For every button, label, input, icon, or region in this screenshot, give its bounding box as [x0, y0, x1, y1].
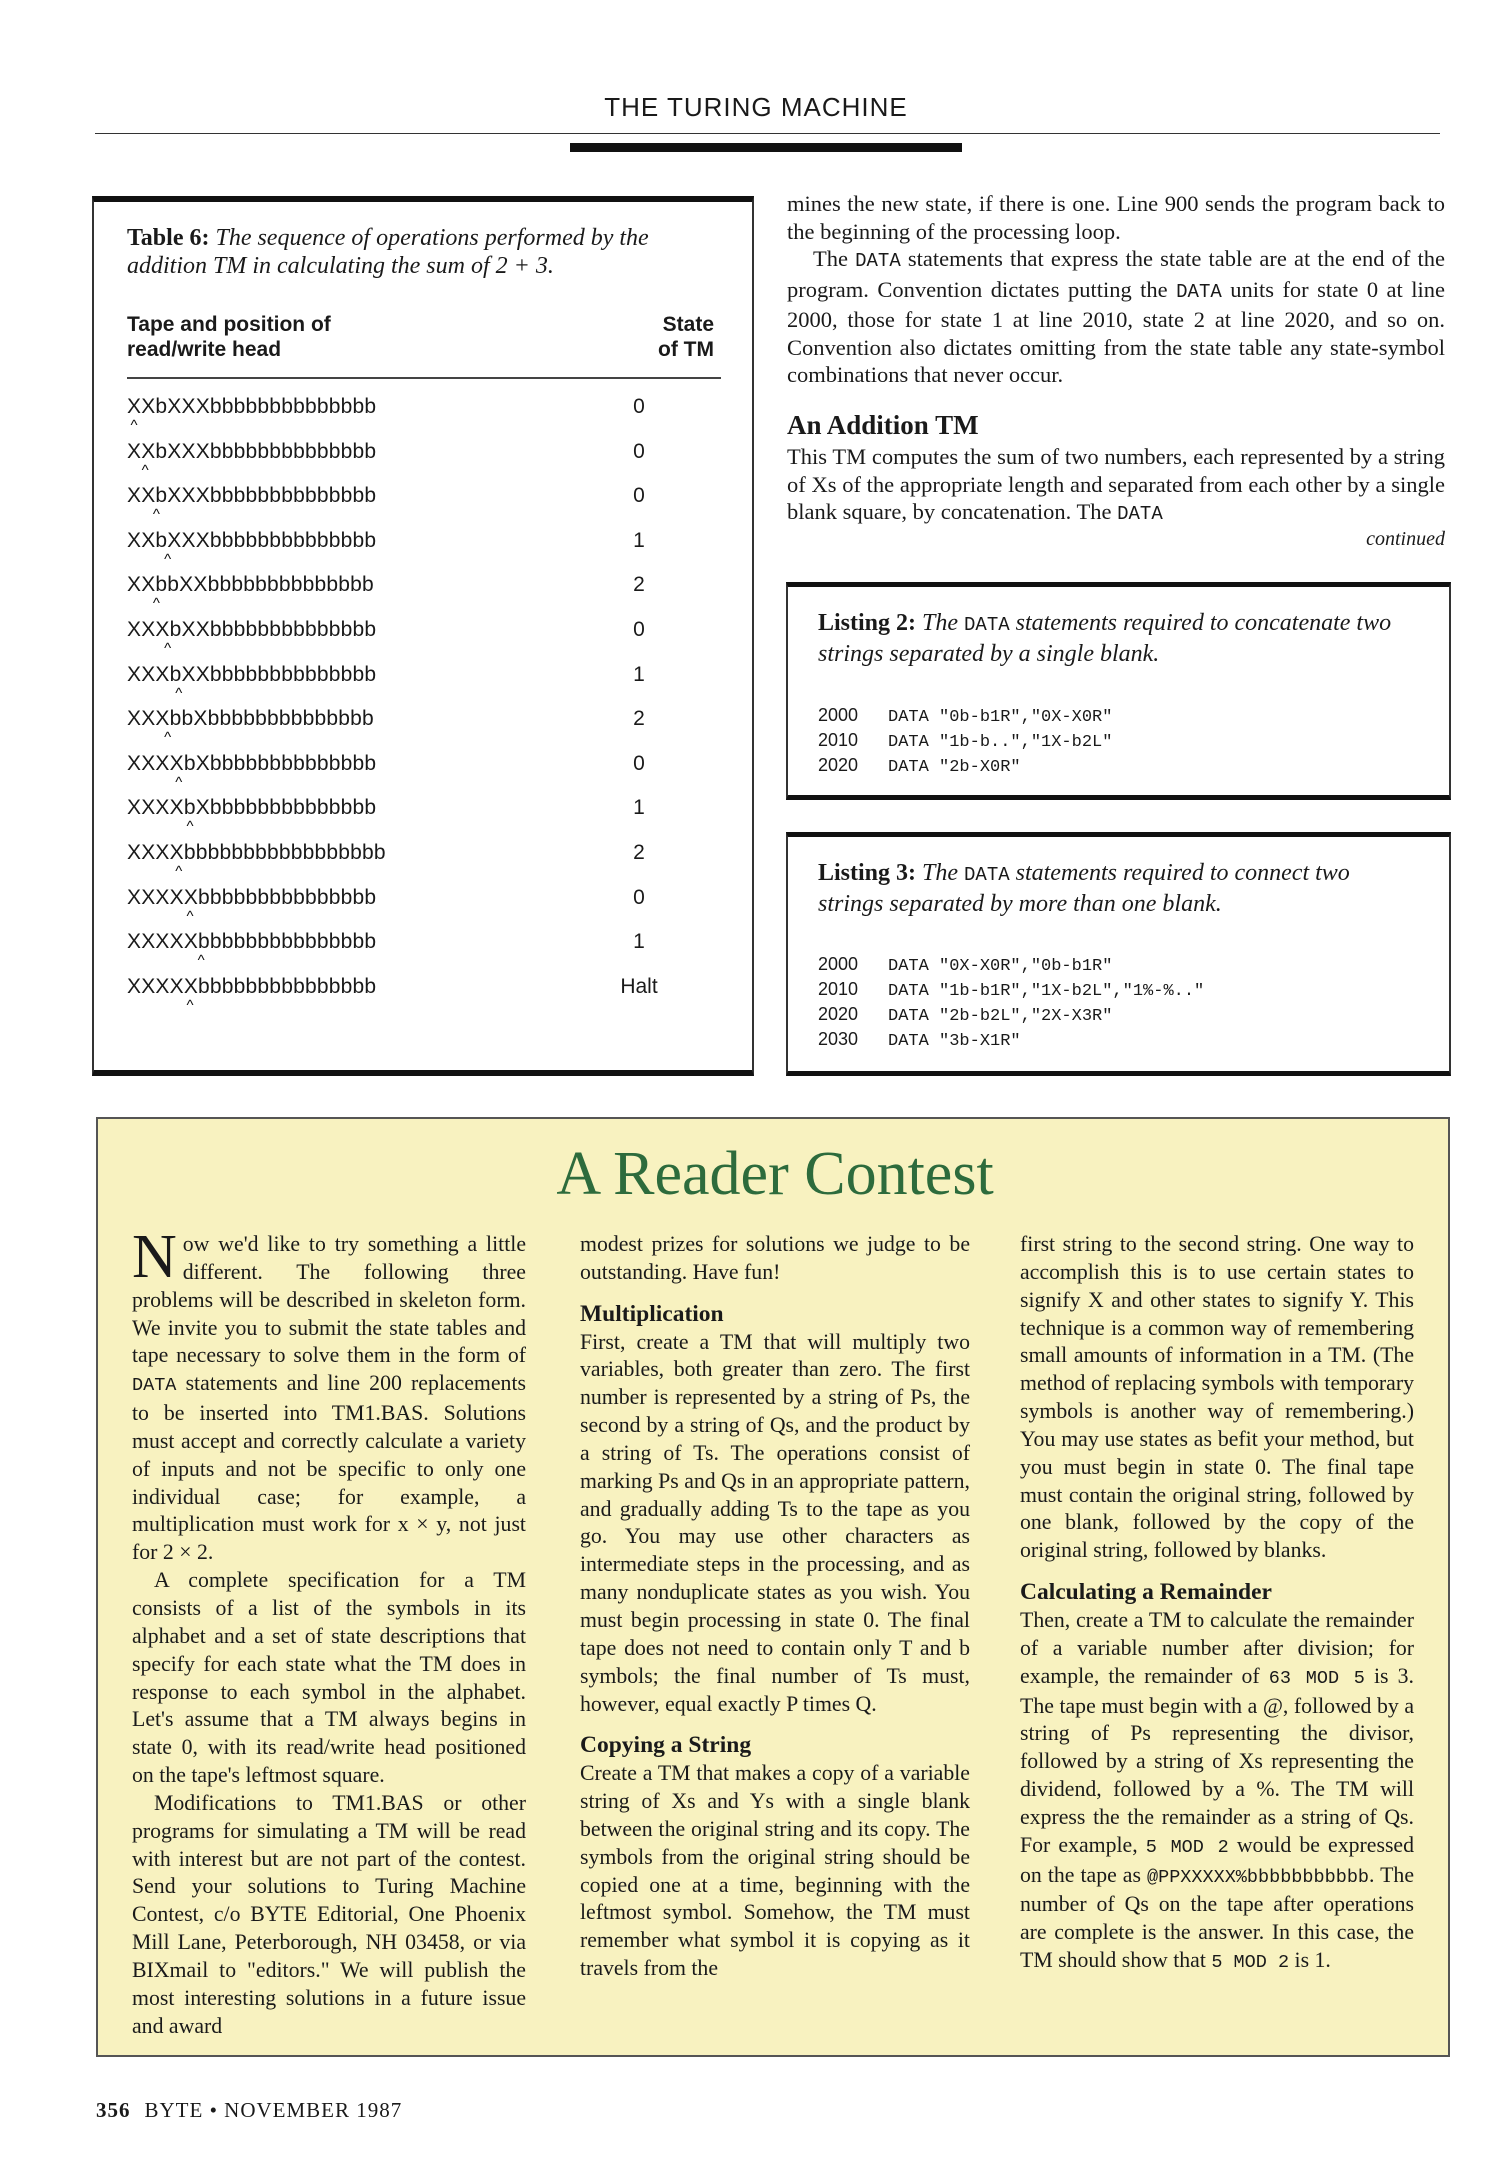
table-6-col1-header [127, 312, 427, 362]
table-6-row [127, 618, 721, 662]
tm-state: 0 [633, 751, 645, 775]
addition-tm-heading: An Addition TM [787, 410, 979, 440]
right-column-text [787, 190, 1445, 389]
p2-data-keyword-2: DATA [1176, 280, 1222, 303]
rem-code-4: 5 MOD 2 [1211, 1952, 1290, 1974]
listing-3-cap-b: statements required to connect two strings separated by more than one blank. [818, 860, 1350, 917]
tape-string: XXbXXXbbbbbbbbbbbbbb [127, 528, 377, 552]
tape-string: XXXXbXbbbbbbbbbbbbbb [127, 751, 377, 775]
read-write-head-marker: ^ [175, 684, 183, 702]
tm-state: 0 [633, 484, 645, 508]
line-code: DATA "2b-b2L","2X-X3R" [888, 1007, 1113, 1026]
addition-data-keyword: DATA [1117, 503, 1163, 525]
read-write-head-marker: ^ [186, 996, 194, 1014]
listing-2-caption [818, 609, 1418, 669]
tm-state: 2 [633, 841, 645, 864]
tm-state: 0 [633, 439, 645, 463]
copying-string-text: Create a TM that makes a copy of a variable string of Xs and Ys with a single blank between the original string and its copy. The symbols from the original string should be copied one at a time, beginning with the leftmost symbol. Somehow, the TM must remember what symbol it is copying as it travels from the [580, 1761, 970, 1981]
read-write-head-marker: ^ [152, 506, 160, 524]
line-number: 2030 [818, 1029, 859, 1049]
line-code: DATA "3b-X1R" [888, 1032, 1021, 1051]
tape-string: XXXXXbbbbbbbbbbbbbbb [127, 930, 377, 954]
line-code: DATA "2b-X0R" [888, 758, 1021, 777]
listing-2-cap-b: statements required to concatenate two strings separated by a single blank. [818, 610, 1392, 667]
p2-part-a: The [813, 246, 856, 271]
contest-title: A Reader Contest [556, 1140, 994, 1208]
listing-3-line [818, 1004, 1112, 1026]
col1-data-keyword: DATA [132, 1375, 177, 1397]
tape-string: XXXbXXbbbbbbbbbbbbbb [127, 662, 377, 686]
table-6-row [127, 841, 721, 885]
col2-header-line1: State [662, 313, 714, 336]
listing-3-label: Listing 3: [818, 860, 917, 886]
col1-p1-b: statements and line 200 replacements to be inserted into TM1.BAS. Solutions must accept and correctly calculate a variety of inputs and not be specific to only one individual case; for example, a multiplication must work for x × y, not just for 2 × 2. [132, 1371, 526, 1565]
tape-string: XXXbbXbbbbbbbbbbbbbb [127, 707, 374, 731]
tm-state: 1 [633, 662, 645, 686]
rem-c: would be expressed on the tape as [1020, 1832, 1414, 1887]
table-6-row [127, 886, 721, 930]
drop-cap: N [132, 1223, 177, 1291]
listing-2-line [818, 755, 1021, 777]
listing-3-cap-a: The [922, 860, 965, 886]
listing-2-line [818, 705, 1112, 727]
table-6-row [127, 796, 721, 840]
read-write-head-marker: ^ [164, 640, 172, 657]
header-rule [95, 133, 1440, 134]
tm-state: 0 [633, 395, 645, 418]
table-6-row [127, 529, 721, 573]
read-write-head-marker: ^ [164, 550, 172, 568]
table-6 [92, 196, 754, 1076]
tape-string: XXXXbXbbbbbbbbbbbbbb [127, 796, 377, 820]
rem-code-2: 5 MOD 2 [1145, 1836, 1229, 1858]
line-number: 2010 [818, 730, 859, 750]
rem-d: . The number of Qs on the tape after operations are complete is the answer. In this case, the TM should show that [1020, 1862, 1414, 1973]
header-bar [570, 143, 962, 152]
remainder-text [1020, 1607, 1414, 1977]
page-footer [96, 2098, 402, 2123]
rem-code-1: 63 MOD 5 [1268, 1667, 1365, 1689]
table-6-row [127, 395, 721, 439]
contest-col1-p3: Modifications to TM1.BAS or other programs for simulating a TM will be read with interest but are not part of the contest. Send your solutions to Turing Machine Contest, c/o BYTE Editorial, One Phoenix Mill Lane, Peterborough, NH 03458, or via BIXmail to "editors." We will publish the most interesting solutions in a future issue and award [132, 1790, 526, 2038]
line-code: DATA "1b-b1R","1X-b2L","1%-%.." [888, 982, 1205, 1001]
contest-column-1 [132, 1223, 526, 2040]
read-write-head-marker: ^ [141, 461, 149, 479]
col2-header-line2: of TM [658, 338, 714, 361]
tm-state: 2 [633, 707, 645, 731]
tm-state: 0 [633, 618, 645, 641]
read-write-head-marker: ^ [197, 952, 205, 970]
p2-part-b: statements that express the state table are at the end of the program. Convention dictates putting the [787, 246, 1445, 302]
tape-string: XXXXbbbbbbbbbbbbbbbbb [127, 841, 386, 864]
col1-header-line1: Tape and position of [127, 313, 331, 336]
addition-tm-text [787, 443, 1445, 529]
rem-e: is 1. [1289, 1948, 1331, 1973]
table-6-row [127, 752, 721, 796]
listing-3-line [818, 979, 1204, 1001]
contest-col2-p0: modest prizes for solutions we judge to be outstanding. Have fun! [580, 1232, 970, 1284]
table-6-row [127, 484, 721, 528]
tape-string: XXbXXXbbbbbbbbbbbbbb [127, 395, 377, 418]
tape-string: XXXXXbbbbbbbbbbbbbbb [127, 885, 377, 909]
copying-string-heading: Copying a String [580, 1732, 752, 1759]
listing-2-cap-data: DATA [964, 614, 1010, 636]
rem-a: Then, create a TM to calculate the remainder of a variable number after division; for example, the remainder of [1020, 1607, 1414, 1688]
listing-2-label: Listing 2: [818, 610, 917, 636]
listing-3 [786, 832, 1451, 1076]
tm-state: Halt [620, 974, 658, 998]
line-number: 2010 [818, 979, 859, 999]
addition-text-a: This TM computes the sum of two numbers, each represented by a string of Xs of the appropriate length and separated from each other by a single blank square, by concatenation. The [787, 444, 1445, 524]
listing-2-cap-a: The [922, 610, 965, 636]
listing-3-line [818, 954, 1112, 976]
read-write-head-marker: ^ [175, 773, 183, 791]
tape-string: XXbXXXbbbbbbbbbbbbbb [127, 439, 377, 463]
contest-col3-p0: first string to the second string. One way to accomplish this is to use certain states to signify X and other states to signify Y. This technique is a common way of remembering small amounts of information in a TM. (The method of replacing symbols with temporary symbols is another way of remembering.) You may use states as befit your method, but you must begin in state 0. The final tape must contain the original string, followed by one blank, followed by the copy of the original string, followed by blanks. [1020, 1232, 1414, 1563]
tape-string: XXXbXXbbbbbbbbbbbbbb [127, 618, 377, 641]
reader-contest-box [96, 1117, 1450, 2057]
contest-column-2 [580, 1231, 970, 1983]
line-number: 2020 [818, 755, 859, 775]
running-head: THE TURING MACHINE [604, 92, 908, 122]
listing-3-caption [818, 859, 1418, 919]
tm-state: 0 [633, 885, 645, 909]
listing-3-cap-data: DATA [964, 864, 1010, 886]
line-code: DATA "0X-X0R","0b-b1R" [888, 957, 1113, 976]
p2-data-keyword: DATA [855, 250, 901, 272]
contest-col1-p1 [132, 1223, 526, 1567]
read-write-head-marker: ^ [175, 863, 183, 880]
tape-string: XXbbXXbbbbbbbbbbbbbb [127, 573, 374, 597]
table-6-col2-header [614, 312, 714, 362]
col1-header-line2: read/write head [127, 338, 282, 361]
table-6-caption-text: The sequence of operations performed by the addition TM in calculating the sum of 2 + 3. [127, 225, 649, 279]
line-code: DATA "1b-b..","1X-b2L" [888, 733, 1113, 752]
table-6-row [127, 663, 721, 707]
tape-string: XXbXXXbbbbbbbbbbbbbb [127, 484, 377, 508]
continued-note: continued [1366, 528, 1445, 550]
listing-3-line [818, 1029, 1021, 1051]
page-number: 356 [96, 2098, 131, 2122]
tm-state: 1 [633, 930, 645, 954]
table-6-row [127, 975, 721, 1019]
right-paragraph-2 [787, 245, 1445, 389]
table-6-row [127, 573, 721, 617]
multiplication-text: First, create a TM that will multiply two variables, both greater than zero. The first number is represented by a string of Ps, the second by a string of Qs, and the product by a string of Ts. The operations consist of marking Ps and Qs in an appropriate pattern, and gradually adding Ts to the tape as you go. You may use other characters as intermediate steps in the processing, and as many nonduplicate states as you wish. You must begin processing in state 0. The final tape does not need to contain only T and b symbols; the final number of Ts must, however, equal exactly P times Q. [580, 1329, 970, 1716]
table-6-header-rule [127, 377, 721, 379]
read-write-head-marker: ^ [152, 595, 160, 613]
read-write-head-marker: ^ [130, 417, 138, 434]
read-write-head-marker: ^ [186, 818, 194, 836]
tm-state: 1 [633, 528, 645, 552]
col1-p1-a: ow we'd like to try something a little different. The following three problems will be described in skeleton form. We invite you to submit the state tables and tape necessary to solve them in the form of [132, 1232, 526, 1368]
line-number: 2020 [818, 1004, 859, 1024]
line-number: 2000 [818, 954, 859, 974]
read-write-head-marker: ^ [164, 729, 172, 747]
remainder-heading: Calculating a Remainder [1020, 1579, 1272, 1606]
contest-column-3 [1020, 1231, 1414, 1977]
listing-2-line [818, 730, 1112, 752]
tm-state: 2 [633, 573, 645, 597]
rem-b: is 3. The tape must begin with a @, followed by a string of Ps representing the divisor, followed by a string of Xs representing the dividend, followed by a %. The TM will express the the remainder as a string of Qs. For example, [1020, 1663, 1414, 1857]
table-6-caption [127, 224, 687, 280]
table-6-row [127, 930, 721, 974]
table-6-row [127, 707, 721, 751]
contest-col1-p2: A complete specification for a TM consists of a list of the symbols in its alphabet and a set of state descriptions that specify for each state what the TM does in response to each symbol in the alphabet. Let's assume that a TM always begins in state 0, with its read/write head positioned on the tape's leftmost square. [132, 1568, 526, 1788]
rem-code-3: @PPXXXXX%bbbbbbbbbbb [1146, 1866, 1370, 1888]
tape-string: XXXXXbbbbbbbbbbbbbbb [127, 974, 377, 998]
read-write-head-marker: ^ [186, 907, 194, 925]
table-6-label: Table 6: [127, 225, 210, 251]
multiplication-heading: Multiplication [580, 1300, 724, 1327]
table-6-row [127, 440, 721, 484]
tm-state: 1 [633, 796, 645, 820]
footer-text: BYTE • NOVEMBER 1987 [144, 2098, 403, 2122]
right-paragraph-1: mines the new state, if there is one. Line 900 sends the program back to the beginning of the processing loop. [787, 191, 1445, 244]
line-code: DATA "0b-b1R","0X-X0R" [888, 708, 1113, 727]
line-number: 2000 [818, 705, 859, 725]
listing-2 [786, 582, 1451, 800]
p2-part-c: units for state 0 at line 2000, those for state 1 at line 2010, state 2 at line 2020, and so on. Convention also dictates omitting from the state table any state-symbol combinations that never occur. [787, 276, 1445, 387]
